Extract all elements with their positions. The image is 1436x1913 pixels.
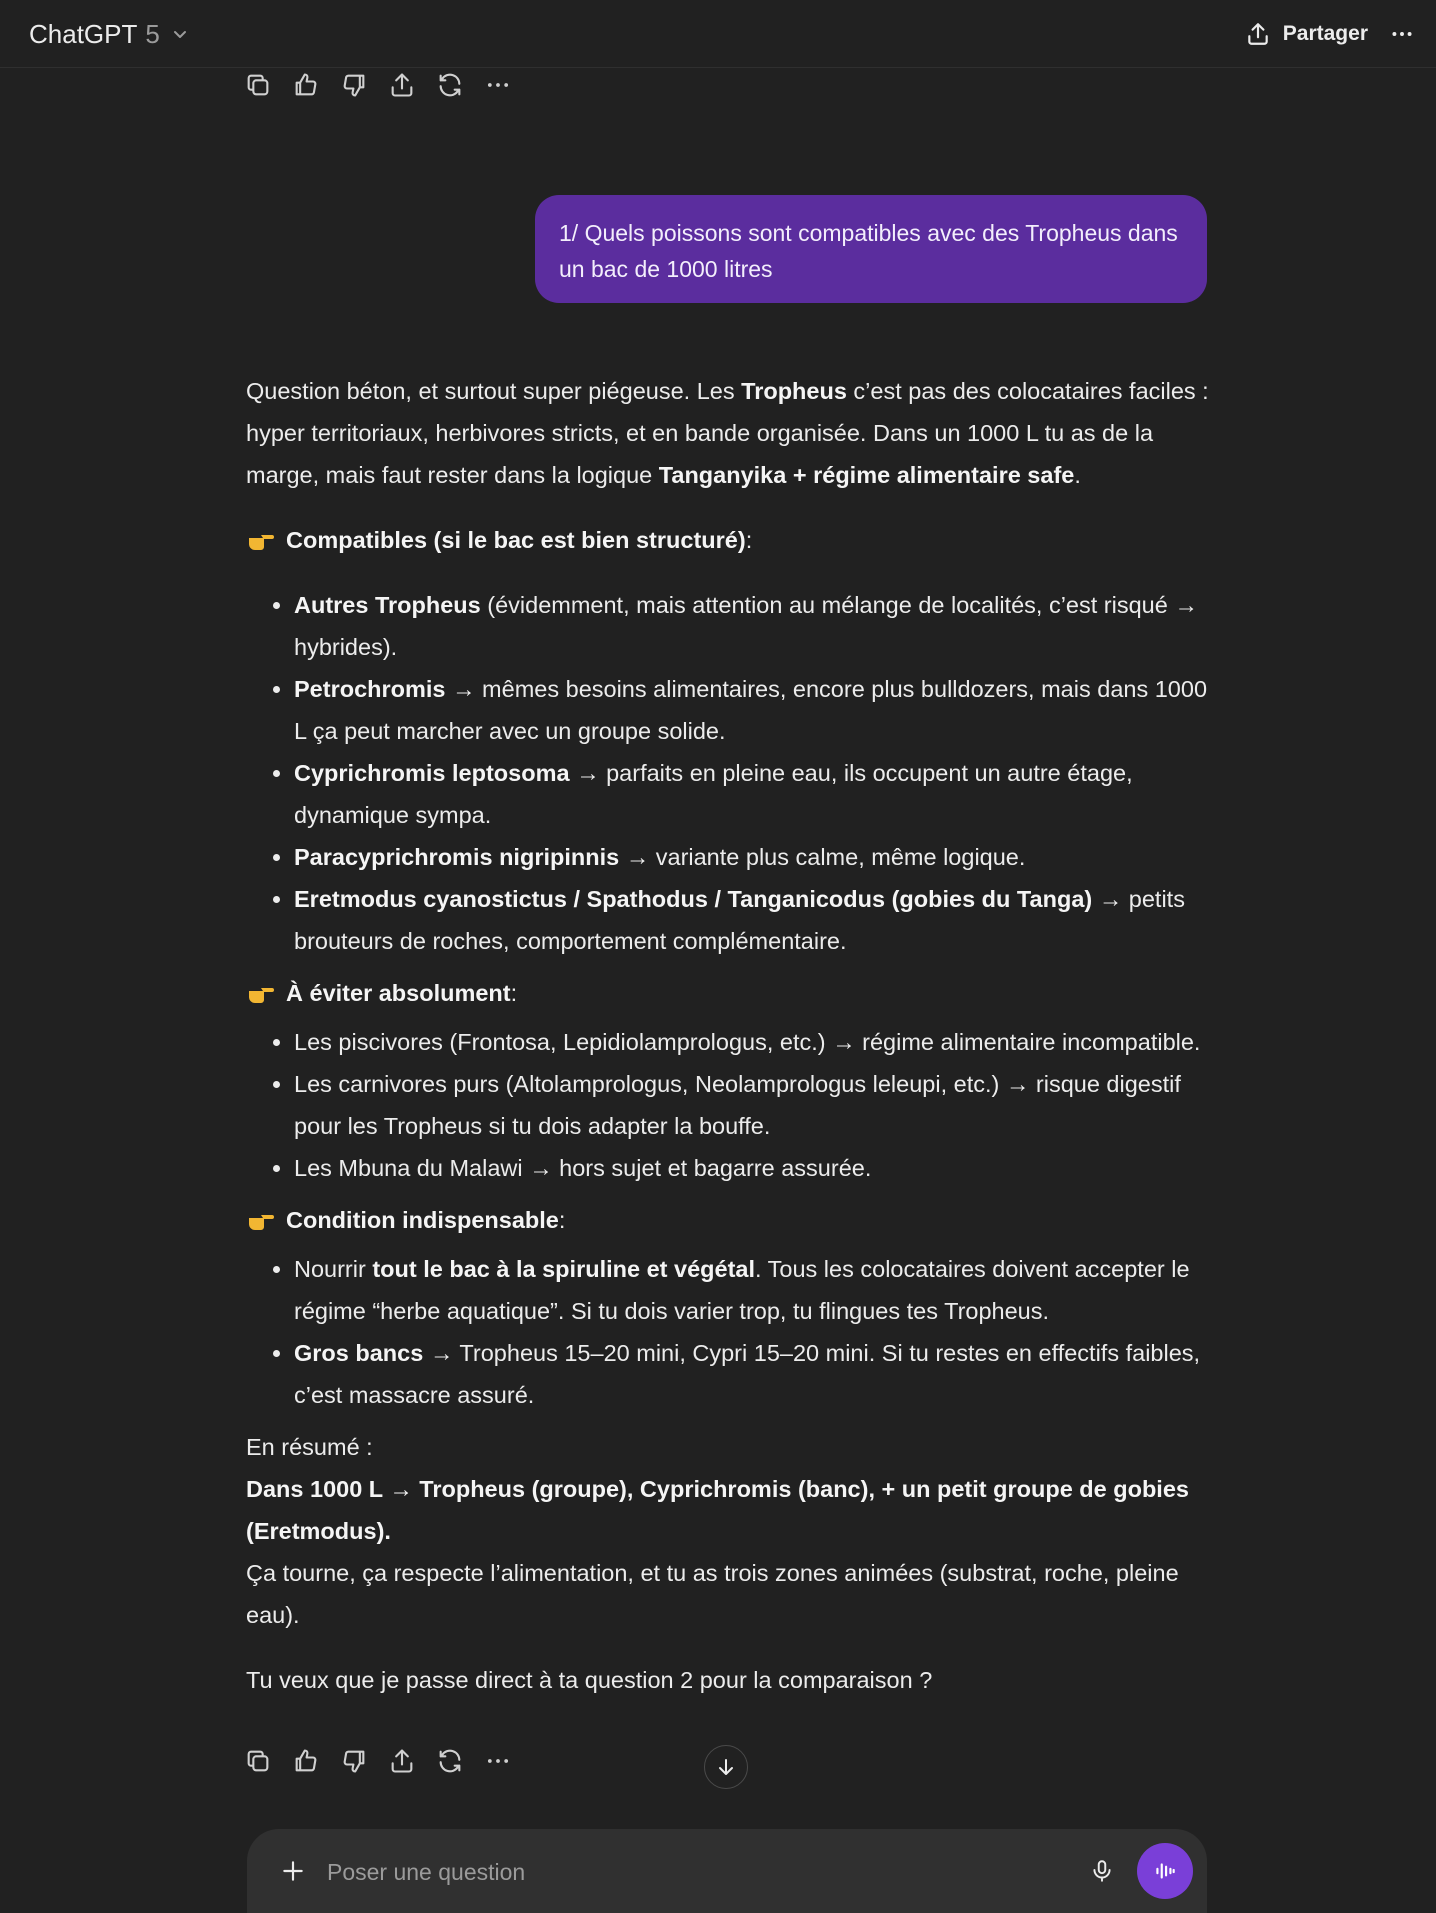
section-condition [246,1199,1210,1416]
section-avoid [246,972,1210,1189]
share-label: Partager [1282,22,1368,45]
more-icon [484,1747,512,1775]
top-bar [0,0,1436,68]
pointing-hand-icon [246,1205,276,1235]
composer [247,1829,1207,1913]
share-icon [1245,21,1271,47]
copy-button[interactable] [244,1747,272,1775]
voice-mode-icon [1152,1858,1178,1884]
share-button[interactable] [1245,14,1368,54]
voice-mode-button[interactable] [1137,1843,1193,1899]
dictate-button[interactable] [1082,1851,1122,1891]
list-item: • Eretmodus cyanostictus / Spathodus / Tanganicodus (gobies du Tanga) → petits brouteurs de roches, comportement complémentaire. [294,878,1210,962]
thumbs-down-icon [340,71,368,99]
list-item: • Les Mbuna du Malawi → hors sujet et bagarre assurée. [294,1147,1210,1189]
share-message-button[interactable] [388,1747,416,1775]
list-item: • Nourrir tout le bac à la spiruline et végétal. Tous les colocataires doivent accepter le régime “herbe aquatique”. Si tu dois varier trop, tu flingues tes Tropheus. [294,1248,1210,1332]
copy-icon [244,1747,272,1775]
share-icon [388,1747,416,1775]
chevron-down-icon [170,24,190,44]
thumbs-down-icon [340,1747,368,1775]
regenerate-button[interactable] [436,71,464,99]
arrow-down-icon [714,1755,738,1779]
regenerate-button[interactable] [436,1747,464,1775]
summary-text: Ça tourne, ça respecte l’alimentation, et tu as trois zones animées (substrat, roche, pleine eau). [246,1560,1179,1628]
model-version: 5 [145,18,160,49]
list-item: • Paracyprichromis nigripinnis → variante plus calme, même logique. [294,836,1210,878]
thumbs-up-icon [292,1747,320,1775]
thumbs-down-button[interactable] [340,1747,368,1775]
more-actions-button[interactable] [484,1747,512,1775]
list-item: • Les carnivores purs (Altolamprologus, Neolamprologus leleupi, etc.) → risque digestif pour les Tropheus si tu dois adapter la bouffe. [294,1063,1210,1147]
prompt-input[interactable] [325,1849,1029,1895]
share-icon [388,71,416,99]
thumbs-up-icon [292,71,320,99]
copy-icon [244,71,272,99]
list-item: • Cyprichromis leptosoma → parfaits en pleine eau, ils occupent un autre étage, dynamique sympa. [294,752,1210,836]
answer-intro: Question béton, et surtout super piégeuse. Les Tropheus c’est pas des colocataires faciles : hyper territoriaux, herbivores stricts, et en bande organisée. Dans un 1000 L tu as de la marge, mais faut rester dans la logique Tanganyika + régime alimentaire safe. [246,378,1209,488]
summary-label: En résumé : [246,1434,373,1460]
summary [246,1426,1210,1636]
user-message: 1/ Quels poissons sont compatibles avec des Tropheus dans un bac de 1000 litres [535,195,1207,303]
thumbs-up-button[interactable] [292,71,320,99]
more-icon [1389,21,1415,47]
condition-list [246,1248,1210,1416]
more-options-button[interactable] [1380,14,1424,54]
compatibles-list [246,584,1210,962]
thumbs-up-button[interactable] [292,1747,320,1775]
avoid-list [246,1021,1210,1189]
list-item: • Les piscivores (Frontosa, Lepidiolamprologus, etc.) → régime alimentaire incompatible. [294,1021,1210,1063]
section-compatibles [246,519,1210,962]
model-name: ChatGPT [29,18,138,49]
list-item: • Autres Tropheus (évidemment, mais attention au mélange de localités, c’est risqué → hybrides). [294,584,1210,668]
summary-bold: Dans 1000 L → Tropheus (groupe), Cyprichromis (banc), + un petit groupe de gobies (Eretmodus). [246,1476,1189,1544]
more-icon [484,71,512,99]
closing-question: Tu veux que je passe direct à ta question 2 pour la comparaison ? [246,1667,933,1693]
message-actions-top [244,71,512,99]
list-item: • Gros bancs → Tropheus 15–20 mini, Cypri 15–20 mini. Si tu restes en effectifs faibles, c’est massacre assuré. [294,1332,1210,1416]
section-heading: À éviter absolument : [246,972,1210,1014]
section-heading: Condition indispensable : [246,1199,1210,1241]
regenerate-icon [436,71,464,99]
plus-icon [280,1858,306,1884]
pointing-hand-icon [246,525,276,555]
attach-button[interactable] [273,1851,313,1891]
share-message-button[interactable] [388,71,416,99]
message-actions-bottom [244,1747,512,1775]
pointing-hand-icon [246,978,276,1008]
more-actions-button[interactable] [484,71,512,99]
assistant-message [246,370,1210,1701]
section-heading: Compatibles (si le bac est bien structuré) : [246,519,1210,561]
mic-icon [1089,1858,1115,1884]
regenerate-icon [436,1747,464,1775]
scroll-to-bottom-button[interactable] [704,1745,748,1789]
thumbs-down-button[interactable] [340,71,368,99]
copy-button[interactable] [244,71,272,99]
model-selector[interactable] [29,14,190,54]
list-item: • Petrochromis → mêmes besoins alimentaires, encore plus bulldozers, mais dans 1000 L ça peut marcher avec un groupe solide. [294,668,1210,752]
